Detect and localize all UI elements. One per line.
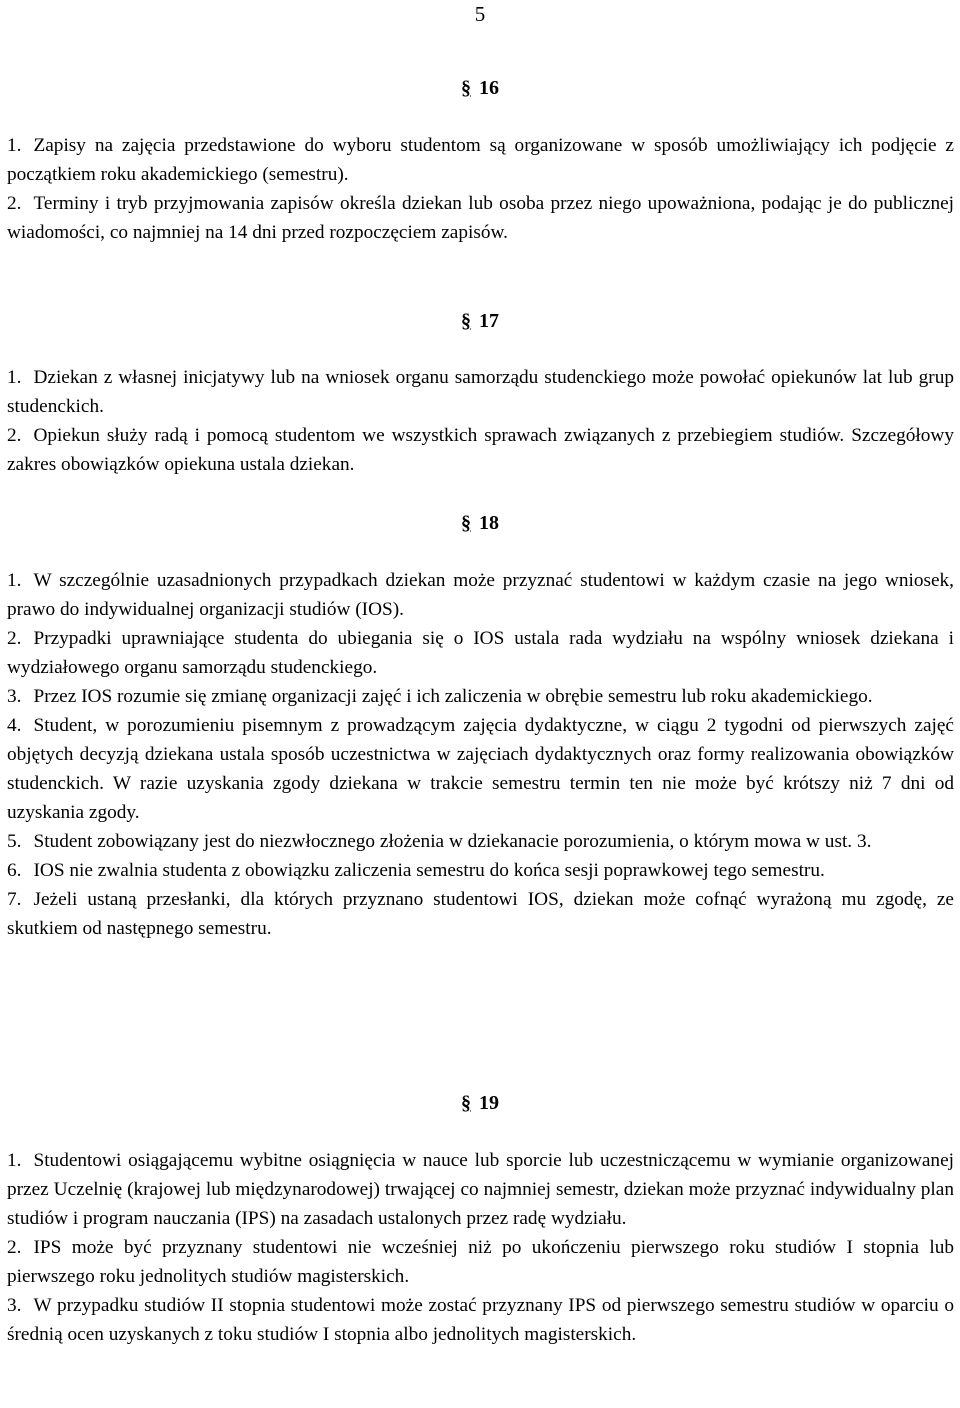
paragraph-text: Przypadki uprawniające studenta do ubiegania się o IOS ustala rada wydziału na wspólny wniosek dziekana i wydziałowego organu samorządu studenckiego. xyxy=(7,628,954,678)
paragraph xyxy=(7,885,954,943)
paragraph xyxy=(7,566,954,624)
section-symbol: § xyxy=(461,512,471,534)
paragraph xyxy=(7,682,954,711)
paragraph xyxy=(7,827,954,856)
paragraph-text: Student zobowiązany jest do niezwłocznego złożenia w dziekanacie porozumienia, o którym mowa w ust. 3. xyxy=(33,831,872,852)
paragraph-number: 1. xyxy=(7,367,22,388)
paragraph-text: Jeżeli ustaną przesłanki, dla których przyznano studentowi IOS, dziekan może cofnąć wyrażoną mu zgodę, ze skutkiem od następnego semestru. xyxy=(7,889,954,939)
paragraph xyxy=(7,189,954,247)
paragraph xyxy=(7,421,954,479)
section-number: 17 xyxy=(479,310,499,332)
section-number: 18 xyxy=(479,512,499,534)
paragraph xyxy=(7,856,954,885)
paragraph xyxy=(7,1146,954,1233)
paragraph-number: 2. xyxy=(7,1237,22,1258)
paragraph xyxy=(7,624,954,682)
paragraph-text: W szczególnie uzasadnionych przypadkach dziekan może przyznać studentowi w każdym czasie na jego wniosek, prawo do indywidualnej organizacji studiów (IOS). xyxy=(7,570,954,620)
paragraph-number: 2. xyxy=(7,628,22,649)
section-number: 19 xyxy=(479,1092,499,1114)
paragraph-text: Student, w porozumieniu pisemnym z prowadzącym zajęcia dydaktyczne, w ciągu 2 tygodni od pierwszych zajęć objętych decyzją dziekana ustala sposób uczestnictwa w zajęciach dydaktycznych oraz formy realizowania obowiązków studenckich. W razie uzyskania zgody dziekana w trakcie semestru termin ten nie może być krótszy niż 7 dni od uzyskania zgody. xyxy=(7,715,954,823)
paragraph-text: Opiekun służy radą i pomocą studentom we wszystkich sprawach związanych z przebiegiem studiów. Szczegółowy zakres obowiązków opiekuna ustala dziekan. xyxy=(7,425,954,475)
section-heading-16 xyxy=(0,74,960,102)
section-heading-19 xyxy=(0,1089,960,1117)
paragraph xyxy=(7,1233,954,1291)
paragraph-number: 7. xyxy=(7,889,22,910)
paragraph-number: 1. xyxy=(7,135,22,156)
section-body-17 xyxy=(7,363,954,479)
paragraph-text: Przez IOS rozumie się zmianę organizacji zajęć i ich zaliczenia w obrębie semestru lub roku akademickiego. xyxy=(33,686,873,707)
paragraph xyxy=(7,131,954,189)
section-body-18 xyxy=(7,566,954,943)
paragraph-number: 3. xyxy=(7,1295,22,1316)
paragraph-text: IPS może być przyznany studentowi nie wcześniej niż po ukończeniu pierwszego roku studiów I stopnia lub pierwszego roku jednolitych studiów magisterskich. xyxy=(7,1237,954,1287)
paragraph-number: 3. xyxy=(7,686,22,707)
paragraph-text: Studentowi osiągającemu wybitne osiągnięcia w nauce lub sporcie lub uczestniczącemu w wymianie organizowanej przez Uczelnię (krajowej lub międzynarodowej) trwającej co najmniej semestr, dziekan może przyznać indywidualny plan studiów i program nauczania (IPS) na zasadach ustalonych przez radę wydziału. xyxy=(7,1150,954,1229)
paragraph xyxy=(7,711,954,827)
paragraph-number: 6. xyxy=(7,860,22,881)
paragraph-number: 1. xyxy=(7,1150,22,1171)
paragraph-number: 4. xyxy=(7,715,22,736)
paragraph xyxy=(7,1291,954,1349)
paragraph xyxy=(7,363,954,421)
section-body-19 xyxy=(7,1146,954,1349)
section-symbol: § xyxy=(461,310,471,332)
section-body-16 xyxy=(7,131,954,247)
section-heading-17 xyxy=(0,307,960,335)
section-symbol: § xyxy=(461,77,471,99)
paragraph-number: 5. xyxy=(7,831,22,852)
section-number: 16 xyxy=(479,77,499,99)
paragraph-text: Terminy i tryb przyjmowania zapisów określa dziekan lub osoba przez niego upoważniona, podając je do publicznej wiadomości, co najmniej na 14 dni przed rozpoczęciem zapisów. xyxy=(7,193,954,243)
page-number: 5 xyxy=(474,2,486,26)
paragraph-number: 2. xyxy=(7,425,22,446)
section-symbol: § xyxy=(461,1092,471,1114)
paragraph-text: IOS nie zwalnia studenta z obowiązku zaliczenia semestru do końca sesji poprawkowej tego semestru. xyxy=(33,860,825,881)
section-heading-18 xyxy=(0,509,960,537)
paragraph-text: W przypadku studiów II stopnia studentowi może zostać przyznany IPS od pierwszego semestru studiów w oparciu o średnią ocen uzyskanych z toku studiów I stopnia albo jednolitych magisterskich. xyxy=(7,1295,954,1345)
paragraph-number: 1. xyxy=(7,570,22,591)
paragraph-number: 2. xyxy=(7,193,22,214)
paragraph-text: Zapisy na zajęcia przedstawione do wyboru studentom są organizowane w sposób umożliwiający ich podjęcie z początkiem roku akademickiego (semestru). xyxy=(7,135,954,185)
paragraph-text: Dziekan z własnej inicjatywy lub na wniosek organu samorządu studenckiego może powołać opiekunów lat lub grup studenckich. xyxy=(7,367,954,417)
